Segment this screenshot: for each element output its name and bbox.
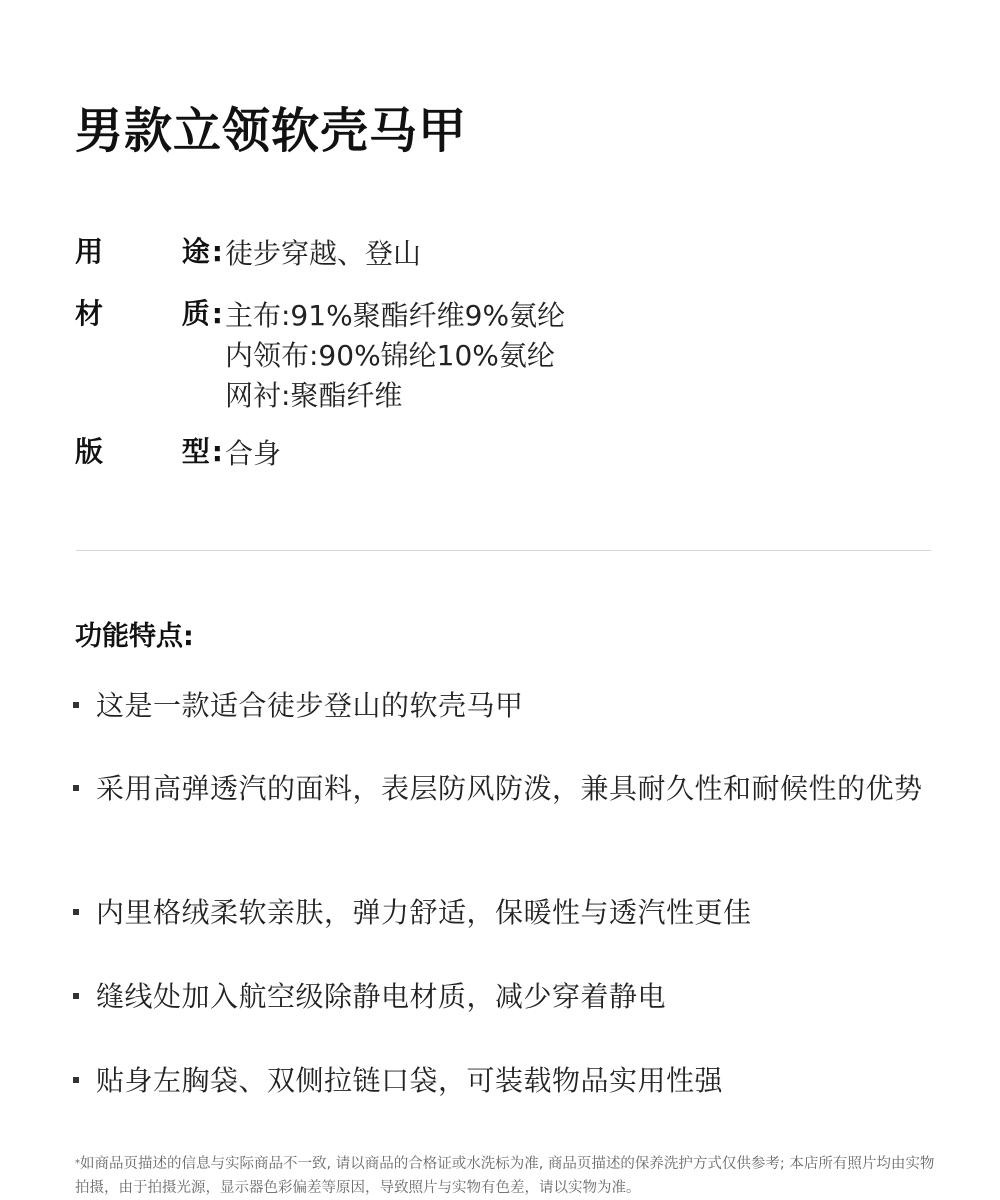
feature-text: 内里格绒柔软亲肤，弹力舒适，保暖性与透汽性更佳 — [96, 896, 752, 929]
spec-value: 合身 — [225, 437, 282, 470]
spec-row-material — [75, 294, 565, 416]
spec-label-char: 版 — [75, 435, 104, 468]
section-divider — [76, 550, 931, 551]
spec-colon: : — [211, 435, 223, 468]
spec-label — [75, 232, 223, 274]
feature-text: 缝线处加入航空级除静电材质，减少穿着静电 — [96, 980, 667, 1013]
feature-item — [73, 977, 933, 1017]
disclaimer-text: 如商品页描述的信息与实际商品不一致, 请以商品的合格证或水洗标为准, 商品页描述的保养洗护方式仅供参考; 本店所有照片均由实物拍摄，由于拍摄光源，显示器色彩偏差等原因，导致照片与实物有色差，请以实物为准。 — [75, 1156, 935, 1196]
feature-item — [73, 893, 933, 933]
features-heading: 功能特点: — [75, 621, 194, 652]
spec-label-char: 用 — [75, 235, 104, 268]
spec-label — [75, 294, 223, 416]
feature-text: 采用高弹透汽的面料，表层防风防泼，兼具耐久性和耐候性的优势 — [96, 772, 923, 805]
feature-item — [73, 1061, 933, 1101]
bullet-square-icon — [73, 993, 79, 999]
bullet-square-icon — [73, 909, 79, 915]
spec-value: 网衬:聚酯纤维 — [225, 379, 403, 412]
product-title: 男款立领软壳马甲 — [75, 103, 468, 159]
feature-text: 这是一款适合徒步登山的软壳马甲 — [96, 689, 524, 722]
spec-colon: : — [211, 297, 223, 330]
feature-item — [73, 769, 933, 809]
spec-value: 徒步穿越、登山 — [225, 237, 422, 270]
spec-label-char: 型 — [181, 435, 210, 468]
spec-row-usage — [75, 232, 421, 274]
bullet-square-icon — [73, 702, 79, 708]
spec-label-char: 途 — [181, 235, 210, 268]
bullet-square-icon — [73, 1077, 79, 1083]
spec-colon: : — [211, 235, 223, 268]
feature-item — [73, 686, 933, 726]
spec-value: 主布:91%聚酯纤维9%氨纶 — [225, 299, 566, 332]
bullet-square-icon — [73, 785, 79, 791]
spec-value: 内领布:90%锦纶10%氨纶 — [225, 339, 555, 372]
asterisk: * — [75, 1158, 80, 1169]
spec-label-char: 质 — [181, 297, 210, 330]
spec-row-fit — [75, 432, 281, 474]
feature-text: 贴身左胸袋、双侧拉链口袋，可装载物品实用性强 — [96, 1064, 724, 1097]
spec-label — [75, 432, 223, 474]
disclaimer-note — [75, 1152, 935, 1200]
spec-label-char: 材 — [75, 297, 104, 330]
